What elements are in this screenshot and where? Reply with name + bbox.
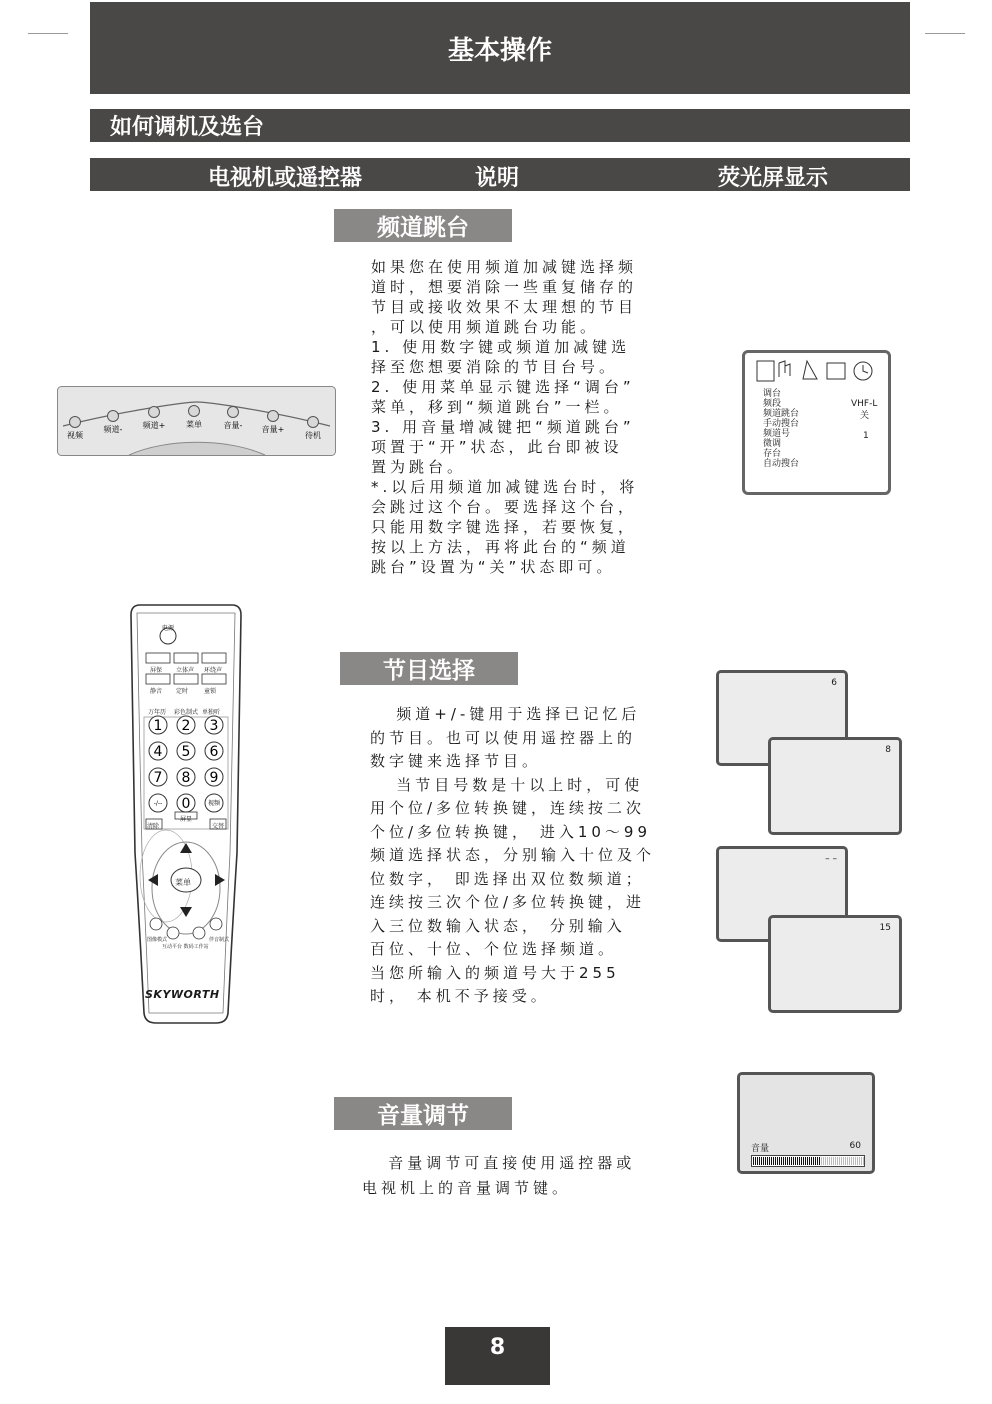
text-line: 的节目。也可以使用遥控器上的 [370,728,637,747]
volume-tick [855,1157,856,1165]
remote-key-label: 定时 [176,688,189,695]
volume-osd-screen [737,1072,875,1174]
osd-menu-item: 存台 [763,449,782,459]
remote-digit-label: 0 [181,796,191,812]
volume-tick [771,1157,772,1165]
text-line: 3. 用音量增减键把“频道跳台” [371,418,635,436]
osd-menu-value: 1 [863,431,869,441]
text-line: 当您所输入的频道号大于255 [370,963,620,982]
text-line: 电视机上的音量调节键。 [362,1179,572,1197]
remote-key-label: 屏显 [180,816,193,823]
remote-key-label: 静音 [150,688,163,695]
text-line: 音量调节可直接使用遥控器或 [362,1154,636,1172]
osd-menu-item: 自动搜台 [763,459,800,469]
crop-mark-left [28,33,68,34]
volume-tick [849,1157,850,1165]
channel-skip-text [371,257,638,577]
text-line: 如果您在使用频道加减键选择频 [371,258,638,276]
volume-tick [769,1157,770,1165]
remote-key-label: 屏保 [150,667,163,674]
volume-tick [809,1157,810,1165]
text-line: 位数字， 即选择出双位数频道； [370,869,645,888]
volume-tick [779,1157,780,1165]
text-line: 只能用数字键选择，若要恢复， [371,518,638,536]
remote-key-label: SKYWORTH [145,988,220,1001]
text-line: 1. 使用数字键或频道加减键选 [371,338,631,356]
tv-screen-channel-6: 6 [716,670,848,766]
panel-button[interactable] [189,406,200,417]
text-line: 数字键来选择节目。 [370,752,542,770]
volume-tick [757,1157,758,1165]
remote-digit-label: 视频 [207,800,221,807]
text-line: 项置于“开”状态，此台即被设 [371,438,623,456]
volume-tick [821,1157,822,1165]
volume-tick [825,1157,826,1165]
volume-tick [839,1157,840,1165]
volume-tick [795,1157,796,1165]
text-line: 用个位/多位转换键，连续按二次 [370,799,646,817]
text-line: 百位、十位、个位选择频道。 [370,940,618,958]
panel-button[interactable] [108,411,119,422]
volume-tick [819,1157,820,1165]
tv-screen-two-digit-entry: – – [716,846,848,942]
remote-key-label: 环绕声 [204,667,223,674]
remote-digit-label: 3 [209,718,219,734]
volume-bar [751,1155,865,1167]
text-line: 道时，想要消除一些重复储存的 [371,278,638,296]
tv-screen-channel-8: 8 [768,737,902,835]
volume-tick [861,1157,862,1165]
remote-digit-label: 8 [181,770,191,786]
panel-button-label: 视频 [67,431,83,440]
volume-tick [827,1157,828,1165]
volume-tick [785,1157,786,1165]
remote-key-label: 单独听 [202,709,221,716]
remote-key-label: 童锁 [204,688,217,695]
remote-digit-label: 2 [181,718,191,734]
remote-digit-label: 7 [153,770,163,786]
text-line: 会跳过这个台。要选择这个台， [371,498,638,516]
page-number: 8 [445,1327,550,1385]
text-line: 按以上方法，再将此台的“频道 [371,538,630,556]
text-line: 连续按三次个位/多位转换键，进 [370,893,646,911]
osd-menu-item: 频段 [763,399,782,409]
panel-button[interactable] [149,407,160,418]
volume-tick [863,1157,864,1165]
osd-menu-item: 微调 [763,439,782,449]
volume-tick [753,1157,754,1165]
panel-button[interactable] [70,417,81,428]
text-line: 2. 使用菜单显示键选择“调台” [371,378,635,396]
volume-tick [767,1157,768,1165]
volume-tick [833,1157,834,1165]
panel-button-label: 音量+ [261,425,285,434]
volume-tick [841,1157,842,1165]
volume-tick [857,1157,858,1165]
panel-button-label: 音量- [223,421,243,430]
tv-screen-channel-15: 15 [768,915,902,1013]
remote-digit-label: 5 [181,744,191,760]
volume-tick [847,1157,848,1165]
section-heading: 如何调机及选台 [90,109,910,142]
volume-tick [793,1157,794,1165]
remote-key-label: 菜单 [175,878,191,887]
text-line: ，可以使用频道跳台功能。 [371,318,600,336]
panel-button-label: 待机 [305,431,321,440]
text-line: 频道选择状态，分别输入十位及个 [370,846,656,864]
text-line: *.以后用频道加减键选台时，将 [371,478,639,496]
text-line: 当节目号数是十以上时，可使 [370,775,644,794]
remote-key-label: 清除 [147,823,160,830]
column-header-screen: 荧光屏显示 [718,166,829,191]
panel-button[interactable] [268,411,279,422]
text-line: 时， 本机不予接受。 [370,987,550,1005]
remote-digit-label: 1 [153,718,163,734]
remote-digit-label: 4 [153,744,163,760]
column-header-device: 电视机或遥控器 [208,166,363,191]
sound-menu-icon [779,361,790,377]
osd-tuning-menu [742,350,891,495]
volume-tick [765,1157,766,1165]
volume-tick [811,1157,812,1165]
section-label-volume: 音量调节 [334,1097,512,1130]
osd-menu-item: 调台 [763,389,782,399]
crop-mark-right [925,33,965,34]
volume-tick [777,1157,778,1165]
section-label-channel-skip: 频道跳台 [334,209,512,242]
remote-key-label: 图像模式 [147,937,168,943]
text-line: 择至您想要消除的节目台号。 [371,358,619,376]
osd-menu-value: 关 [860,411,870,421]
volume-tick [803,1157,804,1165]
volume-tick [789,1157,790,1165]
volume-tick [845,1157,846,1165]
osd-menu-item: 手动搜台 [763,419,800,429]
text-line: 入三位数输入状态， 分别输入 [370,916,626,935]
volume-tick [773,1157,774,1165]
page-title: 基本操作 [90,2,910,94]
volume-tick [791,1157,792,1165]
volume-label: 音量 [751,1144,770,1154]
column-header-bar [90,158,910,191]
volume-tick [761,1157,762,1165]
section-label-program-select: 节目选择 [340,652,518,685]
remote-digit-label: -/-- [153,800,163,807]
function-menu-icon [827,363,845,379]
volume-tick [831,1157,832,1165]
remote-key-label: 交替 [212,823,225,830]
volume-tick [801,1157,802,1165]
text-line: 频道+/-键用于选择已记忆后 [370,705,641,723]
remote-digit-label: 9 [209,770,219,786]
volume-tick [783,1157,784,1165]
remote-digit-label: 6 [209,744,219,760]
text-line: 菜单，移到“频道跳台”一栏。 [371,398,623,416]
remote-key-label: 彩色制式 [174,709,199,716]
osd-menu-icons [755,357,883,385]
osd-menu-item: 频道跳台 [763,409,800,419]
text-line: 置为跳台。 [371,458,467,476]
tuning-menu-icon [803,361,817,379]
volume-tick [805,1157,806,1165]
panel-button-label: 菜单 [186,420,202,429]
panel-button-label: 频道- [103,425,123,434]
panel-button[interactable] [228,407,239,418]
text-line: 节目或接收效果不太理想的节目 [371,298,638,316]
panel-button[interactable] [308,417,319,428]
volume-tick [787,1157,788,1165]
volume-tick [859,1157,860,1165]
picture-menu-icon [757,361,774,381]
remote-power-label: 电源 [162,625,175,632]
volume-tick [843,1157,844,1165]
text-line: 跳台”设置为“关”状态即可。 [371,558,616,576]
volume-tick [851,1157,852,1165]
volume-tick [775,1157,776,1165]
volume-tick [759,1157,760,1165]
program-select-text [370,703,655,1009]
volume-tick [835,1157,836,1165]
volume-tick [837,1157,838,1165]
volume-text [362,1151,635,1201]
column-header-description: 说明 [475,166,520,191]
remote-key-label: 万年历 [148,709,167,716]
remote-key-label: 立体声 [176,667,195,674]
volume-tick [829,1157,830,1165]
volume-tick [781,1157,782,1165]
remote-key-label: 互动平台 数码工作站 [162,944,209,950]
volume-tick [815,1157,816,1165]
osd-menu-value: VHF-L [851,399,878,409]
volume-tick [813,1157,814,1165]
volume-tick [755,1157,756,1165]
volume-tick [763,1157,764,1165]
volume-value: 60 [849,1141,861,1151]
volume-tick [853,1157,854,1165]
tv-front-panel [57,386,336,456]
osd-menu-item: 频道号 [763,429,791,439]
volume-tick [817,1157,818,1165]
text-line: 个位/多位转换键， 进入10～99 [370,822,651,841]
volume-tick [807,1157,808,1165]
remote-key-label: 伴音制式 [209,937,230,943]
volume-tick [799,1157,800,1165]
volume-tick [823,1157,824,1165]
volume-tick [797,1157,798,1165]
panel-button-label: 频道+ [142,421,166,430]
